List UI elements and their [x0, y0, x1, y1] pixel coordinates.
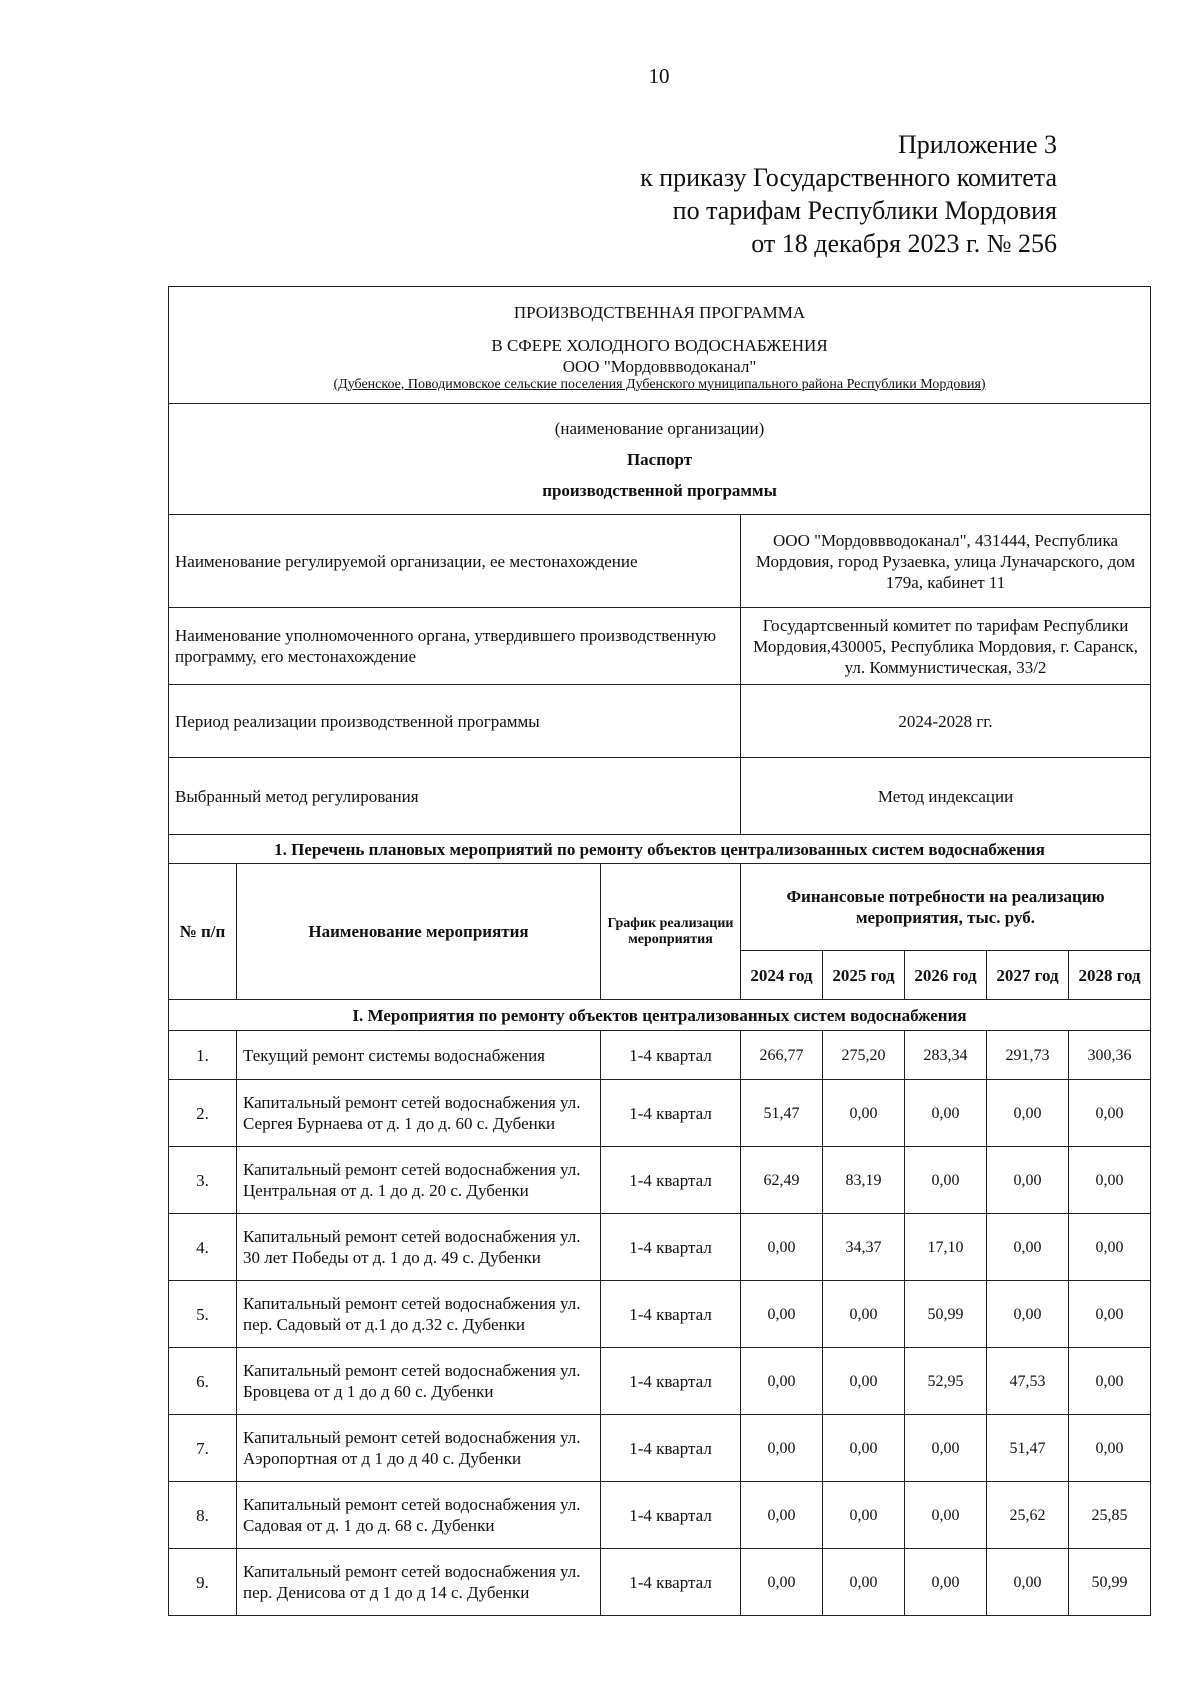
row-number: 8. — [169, 1482, 237, 1549]
measure-value: 0,00 — [905, 1147, 987, 1214]
program-title: ПРОИЗВОДСТВЕННАЯ ПРОГРАММА — [513, 302, 806, 322]
measure-value: 34,37 — [823, 1214, 905, 1281]
passport-value: 2024-2028 гг. — [741, 685, 1151, 758]
measure-value: 283,34 — [905, 1031, 987, 1080]
row-number: 1. — [169, 1031, 237, 1080]
measure-value: 0,00 — [1069, 1080, 1151, 1147]
measure-value: 25,62 — [987, 1482, 1069, 1549]
measure-value: 0,00 — [741, 1549, 823, 1616]
measure-value: 0,00 — [1069, 1281, 1151, 1348]
row-number: 4. — [169, 1214, 237, 1281]
measure-name: Капитальный ремонт сетей водоснабжения ул. Сергея Бурнаева от д. 1 до д. 60 с. Дубенки — [237, 1080, 601, 1147]
measure-value: 0,00 — [741, 1482, 823, 1549]
passport-value: Государтсвенный комитет по тарифам Республики Мордовия,430005, Республика Мордовия, г. Саранск, ул. Коммунистическая, 33/2 — [741, 608, 1151, 685]
table-header-row — [169, 864, 1151, 951]
measure-value: 51,47 — [741, 1080, 823, 1147]
measure-value: 0,00 — [905, 1482, 987, 1549]
appendix-header — [640, 128, 1057, 260]
program-table — [168, 286, 1151, 1616]
measure-schedule: 1-4 квартал — [601, 1415, 741, 1482]
appendix-line-4: от 18 декабря 2023 г. № 256 — [751, 229, 1057, 258]
page-number: 10 — [648, 64, 670, 88]
subsection-title-row — [169, 1000, 1151, 1031]
measure-schedule: 1-4 квартал — [601, 1214, 741, 1281]
measure-value: 47,53 — [987, 1348, 1069, 1415]
passport-subtitle: производственной программы — [542, 480, 777, 500]
measure-value: 83,19 — [823, 1147, 905, 1214]
measure-value: 0,00 — [905, 1080, 987, 1147]
header-schedule: График реализации мероприятия — [601, 864, 741, 1000]
measure-value: 17,10 — [905, 1214, 987, 1281]
measure-value: 0,00 — [741, 1348, 823, 1415]
measure-name: Капитальный ремонт сетей водоснабжения ул. Центральная от д. 1 до д. 20 с. Дубенки — [237, 1147, 601, 1214]
measure-name: Капитальный ремонт сетей водоснабжения ул. пер. Денисова от д 1 до д 14 с. Дубенки — [237, 1549, 601, 1616]
measure-value: 300,36 — [1069, 1031, 1151, 1080]
passport-label: Наименование регулируемой организации, ее местонахождение — [169, 515, 741, 608]
measure-schedule: 1-4 квартал — [601, 1031, 741, 1080]
measure-value: 275,20 — [823, 1031, 905, 1080]
appendix-line-2: к приказу Государственного комитета — [640, 163, 1057, 192]
measure-schedule: 1-4 квартал — [601, 1147, 741, 1214]
passport-title-row — [169, 404, 1151, 515]
measure-value: 0,00 — [987, 1549, 1069, 1616]
measure-value: 0,00 — [987, 1147, 1069, 1214]
passport-row — [169, 758, 1151, 835]
measure-value: 266,77 — [741, 1031, 823, 1080]
appendix-line-1: Приложение 3 — [897, 130, 1057, 159]
measure-schedule: 1-4 квартал — [601, 1348, 741, 1415]
table-row — [169, 1348, 1151, 1415]
passport-label: Выбранный метод регулирования — [169, 758, 741, 835]
measure-value: 0,00 — [1069, 1214, 1151, 1281]
passport-title: Паспорт — [626, 449, 693, 469]
measure-schedule: 1-4 квартал — [601, 1549, 741, 1616]
measure-value: 0,00 — [823, 1080, 905, 1147]
measure-name: Капитальный ремонт сетей водоснабжения ул. Аэропортная от д 1 до д 40 с. Дубенки — [237, 1415, 601, 1482]
header-year: 2026 год — [905, 951, 987, 1000]
measure-name: Капитальный ремонт сетей водоснабжения ул. Садовая от д. 1 до д. 68 с. Дубенки — [237, 1482, 601, 1549]
passport-row — [169, 515, 1151, 608]
measure-value: 0,00 — [987, 1080, 1069, 1147]
measure-value: 62,49 — [741, 1147, 823, 1214]
table-row — [169, 1281, 1151, 1348]
measure-value: 0,00 — [823, 1348, 905, 1415]
measure-value: 0,00 — [823, 1415, 905, 1482]
passport-value: Метод индексации — [741, 758, 1151, 835]
table-row — [169, 1214, 1151, 1281]
program-title-row — [169, 287, 1151, 404]
table-row — [169, 1415, 1151, 1482]
measure-value: 0,00 — [1069, 1348, 1151, 1415]
header-num: № п/п — [169, 864, 237, 1000]
row-number: 3. — [169, 1147, 237, 1214]
measure-value: 0,00 — [741, 1214, 823, 1281]
row-number: 6. — [169, 1348, 237, 1415]
header-year: 2024 год — [741, 951, 823, 1000]
measure-schedule: 1-4 квартал — [601, 1080, 741, 1147]
row-number: 2. — [169, 1080, 237, 1147]
header-year: 2027 год — [987, 951, 1069, 1000]
measure-schedule: 1-4 квартал — [601, 1482, 741, 1549]
measure-value: 0,00 — [823, 1482, 905, 1549]
section-title-row — [169, 835, 1151, 864]
measure-value: 0,00 — [987, 1281, 1069, 1348]
measure-value: 50,99 — [1069, 1549, 1151, 1616]
row-number: 9. — [169, 1549, 237, 1616]
measure-value: 25,85 — [1069, 1482, 1151, 1549]
program-document — [168, 286, 1150, 1616]
measure-value: 0,00 — [1069, 1415, 1151, 1482]
service-area: (Дубенское, Поводимовское сельские поселения Дубенского муниципального района Республики Мордовия) — [333, 376, 986, 392]
measure-value: 0,00 — [905, 1549, 987, 1616]
measure-schedule: 1-4 квартал — [601, 1281, 741, 1348]
row-number: 7. — [169, 1415, 237, 1482]
table-row — [169, 1080, 1151, 1147]
row-number: 5. — [169, 1281, 237, 1348]
section-1-title: 1. Перечень плановых мероприятий по ремонту объектов централизованных систем водоснабжения — [169, 835, 1151, 864]
passport-row — [169, 685, 1151, 758]
measure-value: 50,99 — [905, 1281, 987, 1348]
table-row — [169, 1482, 1151, 1549]
measure-value: 0,00 — [1069, 1147, 1151, 1214]
header-year: 2025 год — [823, 951, 905, 1000]
measure-name: Капитальный ремонт сетей водоснабжения ул. 30 лет Победы от д. 1 до д. 49 с. Дубенки — [237, 1214, 601, 1281]
measure-name: Текущий ремонт системы водоснабжения — [237, 1031, 601, 1080]
passport-value: ООО "Мордоввводоканал", 431444, Республика Мордовия, город Рузаевка, улица Луначарского, дом 179а, кабинет 11 — [741, 515, 1151, 608]
measure-name: Капитальный ремонт сетей водоснабжения ул. Бровцева от д 1 до д 60 с. Дубенки — [237, 1348, 601, 1415]
measure-value: 0,00 — [741, 1281, 823, 1348]
passport-label: Наименование уполномоченного органа, утвердившего производственную программу, его местонахождение — [169, 608, 741, 685]
appendix-line-3: по тарифам Республики Мордовия — [672, 196, 1057, 225]
measure-value: 52,95 — [905, 1348, 987, 1415]
measure-value: 0,00 — [823, 1281, 905, 1348]
header-finance: Финансовые потребности на реализацию мероприятия, тыс. руб. — [741, 864, 1151, 951]
header-year: 2028 год — [1069, 951, 1151, 1000]
table-row — [169, 1147, 1151, 1214]
measure-value: 291,73 — [987, 1031, 1069, 1080]
subsection-title: I. Мероприятия по ремонту объектов централизованных систем водоснабжения — [169, 1000, 1151, 1031]
measure-value: 0,00 — [987, 1214, 1069, 1281]
table-row — [169, 1031, 1151, 1080]
measure-value: 0,00 — [741, 1415, 823, 1482]
organization-name: ООО "Мордоввводоканал" — [562, 356, 757, 376]
measure-value: 0,00 — [823, 1549, 905, 1616]
passport-label: Период реализации производственной программы — [169, 685, 741, 758]
table-row — [169, 1549, 1151, 1616]
measure-name: Капитальный ремонт сетей водоснабжения ул. пер. Садовый от д.1 до д.32 с. Дубенки — [237, 1281, 601, 1348]
organization-caption: (наименование организации) — [554, 418, 765, 438]
header-name: Наименование мероприятия — [237, 864, 601, 1000]
measure-value: 0,00 — [905, 1415, 987, 1482]
program-subtitle: В СФЕРЕ ХОЛОДНОГО ВОДОСНАБЖЕНИЯ — [491, 335, 828, 355]
passport-row — [169, 608, 1151, 685]
measure-value: 51,47 — [987, 1415, 1069, 1482]
